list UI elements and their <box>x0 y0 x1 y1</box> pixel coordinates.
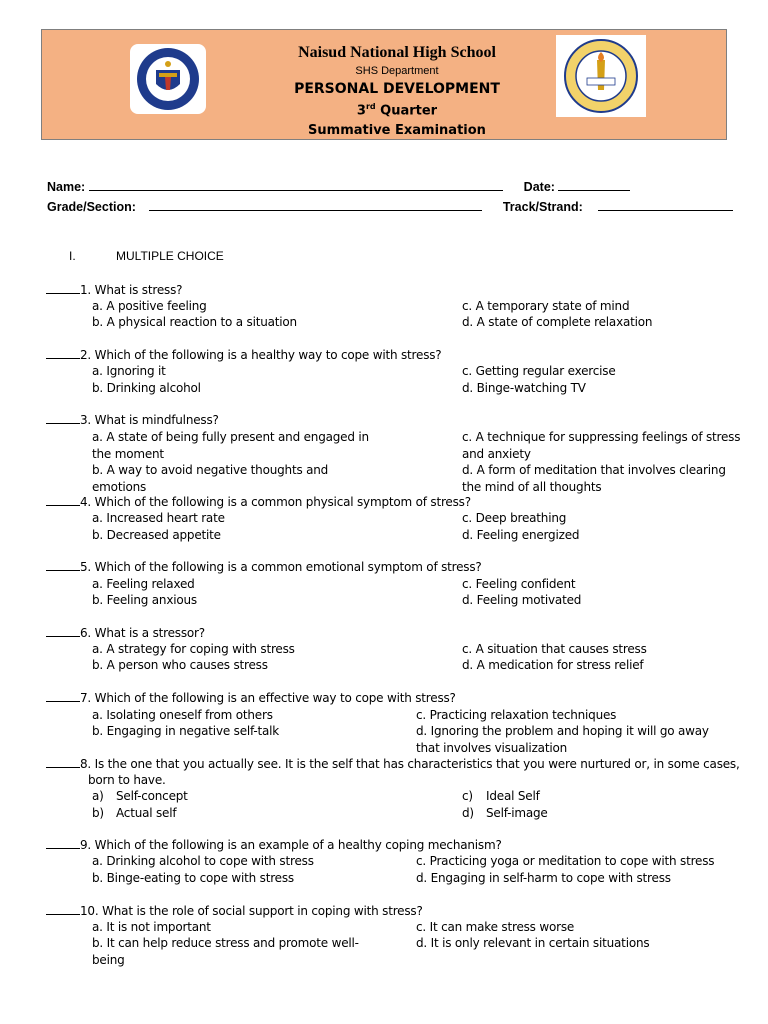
option-b: b. A person who causes stress <box>92 658 268 672</box>
option-c: c. A technique for suppressing feelings of stress and anxiety <box>462 430 741 461</box>
answer-blank[interactable] <box>46 837 80 849</box>
school-seal-logo <box>556 35 646 117</box>
option-d: d. Engaging in self-harm to cope with stress <box>416 871 671 885</box>
option-a: a. A state of being fully present and engaged in the moment <box>92 430 369 461</box>
option-b: Actual self <box>116 806 177 820</box>
option-a: a. Ignoring it <box>92 364 166 378</box>
question-6: 6. What is a stressor? <box>46 625 205 642</box>
track-strand-field[interactable] <box>598 199 733 211</box>
answer-blank[interactable] <box>46 412 80 424</box>
option-b: b. A way to avoid negative thoughts and emotions <box>92 463 329 494</box>
option-a: a. Feeling relaxed <box>92 577 195 591</box>
section-title: MULTIPLE CHOICE <box>116 249 224 263</box>
date-field[interactable] <box>558 179 630 191</box>
option-c: Ideal Self <box>486 789 540 803</box>
quarter-label: 3rd Quarter <box>356 102 438 119</box>
option-d: d. Binge-watching TV <box>462 381 586 395</box>
question-2: 2. Which of the following is a healthy way to cope with stress? <box>46 347 441 364</box>
option-c: c. It can make stress worse <box>416 920 575 934</box>
option-d: Self-image <box>486 806 548 820</box>
option-c: c. Practicing yoga or meditation to cope with stress <box>416 854 715 868</box>
option-d: d. A state of complete relaxation <box>462 315 653 329</box>
option-b: b. Binge-eating to cope with stress <box>92 871 294 885</box>
department: SHS Department <box>355 65 439 77</box>
question-8: 8. Is the one that you actually see. It is the self that has characteristics that you were nurtured or, in some cases, <box>46 756 740 773</box>
answer-blank[interactable] <box>46 282 80 294</box>
option-c: c. Getting regular exercise <box>462 364 616 378</box>
question-8-continued: born to have. <box>88 773 166 787</box>
grade-section-label: Grade/Section: <box>47 200 136 214</box>
name-field[interactable] <box>89 179 503 191</box>
answer-blank[interactable] <box>46 559 80 571</box>
option-c: c. A temporary state of mind <box>462 299 630 313</box>
exam-title: Summative Examination <box>308 123 486 138</box>
option-b: b. Feeling anxious <box>92 593 197 607</box>
grade-track-row <box>47 199 733 214</box>
question-10: 10. What is the role of social support in coping with stress? <box>46 903 423 920</box>
option-a: a. A positive feeling <box>92 299 207 313</box>
answer-blank[interactable] <box>46 494 80 506</box>
exam-header <box>41 29 727 140</box>
option-a-letter: a) <box>92 789 104 803</box>
question-5: 5. Which of the following is a common emotional symptom of stress? <box>46 559 482 576</box>
option-d: d. A medication for stress relief <box>462 658 644 672</box>
option-d: d. It is only relevant in certain situations <box>416 936 650 950</box>
question-9: 9. Which of the following is an example of a healthy coping mechanism? <box>46 837 502 854</box>
option-d: d. Ignoring the problem and hoping it will go away that involves visualization <box>416 724 709 755</box>
option-b: b. It can help reduce stress and promote well-being <box>92 936 359 967</box>
section-number: I. <box>69 249 76 263</box>
option-c: c. Feeling confident <box>462 577 576 591</box>
option-c: c. A situation that causes stress <box>462 642 647 656</box>
option-a: a. Isolating oneself from others <box>92 708 273 722</box>
answer-blank[interactable] <box>46 625 80 637</box>
deped-seal-logo <box>130 44 206 114</box>
answer-blank[interactable] <box>46 756 80 768</box>
question-1: 1. What is stress? <box>46 282 182 299</box>
option-a: Self-concept <box>116 789 188 803</box>
question-3: 3. What is mindfulness? <box>46 412 219 429</box>
option-d: d. Feeling motivated <box>462 593 582 607</box>
answer-blank[interactable] <box>46 903 80 915</box>
option-d-letter: d) <box>462 806 474 820</box>
track-strand-label: Track/Strand: <box>502 200 583 214</box>
date-label: Date: <box>523 180 555 194</box>
option-c: c. Practicing relaxation techniques <box>416 708 617 722</box>
school-name: Naisud National High School <box>298 44 496 61</box>
option-b: b. A physical reaction to a situation <box>92 315 297 329</box>
grade-section-field[interactable] <box>149 199 482 211</box>
option-c-letter: c) <box>462 789 473 803</box>
name-date-row <box>47 179 630 194</box>
option-d: d. Feeling energized <box>462 528 580 542</box>
option-b-letter: b) <box>92 806 104 820</box>
name-label: Name: <box>47 180 86 194</box>
option-c: c. Deep breathing <box>462 511 567 525</box>
question-7: 7. Which of the following is an effective way to cope with stress? <box>46 690 456 707</box>
option-a: a. Drinking alcohol to cope with stress <box>92 854 314 868</box>
answer-blank[interactable] <box>46 347 80 359</box>
option-a: a. It is not important <box>92 920 211 934</box>
option-d: d. A form of meditation that involves clearing the mind of all thoughts <box>462 463 726 494</box>
option-b: b. Decreased appetite <box>92 528 221 542</box>
question-4: 4. Which of the following is a common physical symptom of stress? <box>46 494 471 511</box>
option-a: a. A strategy for coping with stress <box>92 642 295 656</box>
option-a: a. Increased heart rate <box>92 511 225 525</box>
option-b: b. Drinking alcohol <box>92 381 201 395</box>
answer-blank[interactable] <box>46 690 80 702</box>
option-b: b. Engaging in negative self-talk <box>92 724 280 738</box>
subject-title: PERSONAL DEVELOPMENT <box>294 81 500 97</box>
